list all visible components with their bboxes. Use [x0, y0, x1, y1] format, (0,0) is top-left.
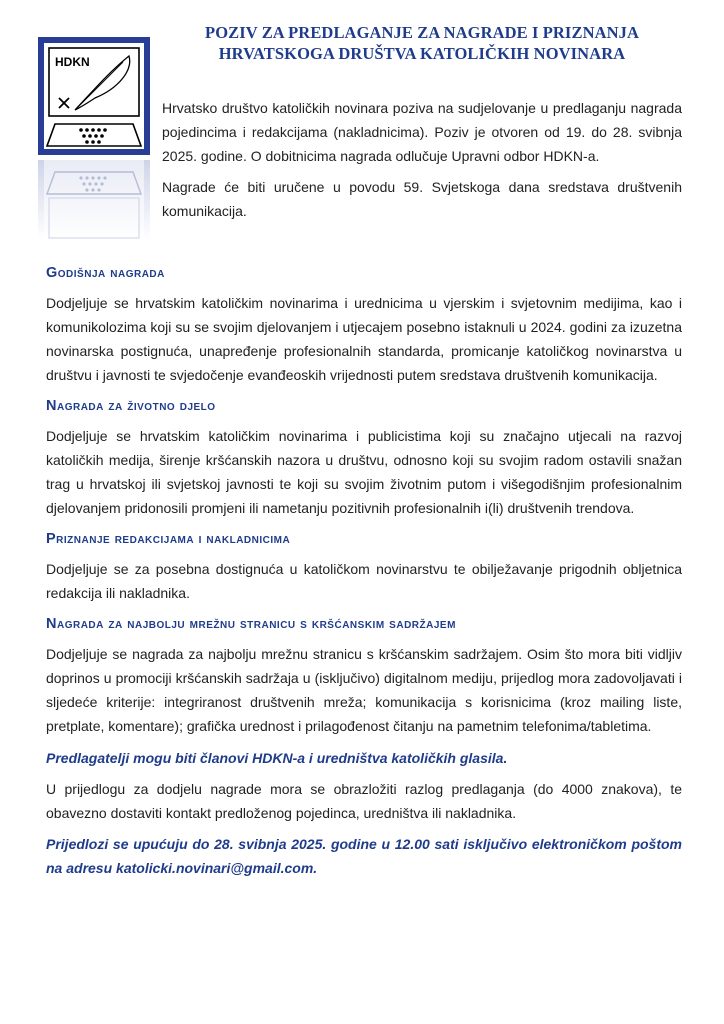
section-heading: Nagrada za najbolju mrežnu stranicu s kršćanskim sadržajem [46, 616, 456, 632]
section-paragraph: Dodjeljuje se hrvatskim katoličkim novinarima i urednicima u vjerskim i svjetovnim medijima, kao i komunikolozima koji su se svojim djelovanjem i utjecajem posebno istaknuli u 2024. godini za izuzetna novinarska postignuća, unapređenje profesionalnih standarda, promicanje katoličkog novinarstva u društvu i javnosti te svjedočenje evanđeoskih vrijednosti putem sredstava društvenih komunikacija. [46, 295, 682, 383]
page-title [152, 22, 692, 64]
section-godisnja-nagrada [46, 262, 682, 387]
intro-paragraph-2: Nagrade će biti uručene u povodu 59. Svjetskoga dana sredstava društvenih komunikacija. [162, 179, 682, 219]
section-heading: Godišnja nagrada [46, 265, 165, 281]
section-heading: Priznanje redakcijama i nakladnicima [46, 531, 291, 547]
hdkn-logo [37, 36, 151, 242]
title-line-2: HRVATSKOGA DRUŠTVA KATOLIČKIH NOVINARA [218, 44, 626, 63]
title-line-1: POZIV ZA PREDLAGANJE ZA NAGRADE I PRIZNANJA [205, 23, 639, 42]
intro-block [162, 96, 682, 230]
section-paragraph: Dodjeljuje se hrvatskim katoličkim novinarima i publicistima koji su značajno utjecali na razvoj katoličkih medija, širenje kršćanskih nazora u društvu, odnosno koji su svojim radom ostavili snažan trag u hrvatskoj ili svjetskoj javnosti te koji su svojim životnim putom i višegodišnjim profesionalnim djelovanjem pridonosili promjeni ili nametanju pozitivnih profesionalnih i(li) društvenih trendova. [46, 428, 682, 516]
section-mrezna-stranica [46, 613, 682, 738]
intro-paragraph-1: Hrvatsko društvo katoličkih novinara poziva na sudjelovanje u predlaganju nagrada pojedincima i redakcijama (nakladnicima). Poziv je otvoren od 19. do 28. svibnja 2025. godine. O dobitnicima nagrada odlučuje Upravni odbor HDKN-a. [162, 100, 682, 164]
logo-text: HDKN [55, 55, 90, 69]
quill-keyboard-logo-icon [37, 36, 151, 242]
eligibility-note: Predlagatelji mogu biti članovi HDKN-a i uredništva katoličkih glasila. [46, 750, 508, 766]
main-content [46, 262, 682, 887]
proposal-requirements: U prijedlogu za dodjelu nagrade mora se obrazložiti razlog predlaganja (do 4000 znakova), te obavezno dostaviti kontakt predloženog pojedinca, uredništva ili nakladnika. [46, 781, 682, 821]
deadline-note: Prijedlozi se upućuju do 28. svibnja 2025. godine u 12.00 sati isključivo elektroničkom poštom na adresu katolicki.novinari@gmail.com. [46, 836, 682, 876]
section-heading: Nagrada za životno djelo [46, 398, 216, 414]
section-paragraph: Dodjeljuje se nagrada za najbolju mrežnu stranicu s kršćanskim sadržajem. Osim što mora biti vidljiv doprinos u promociji kršćanskih sadržaja u (isključivo) digitalnom mediju, prijedlog mora zadovoljavati i sljedeće kriterije: integriranost društvenih mreža; komunikacija s korisnicima (kroz mailing liste, pretplate, komentare); grafička urednost i prilagođenost čitanju na pametnim telefonima/tabletima. [46, 646, 682, 734]
section-priznanje-redakcijama [46, 528, 682, 605]
section-zivotno-djelo [46, 395, 682, 520]
section-paragraph: Dodjeljuje se za posebna dostignuća u katoličkom novinarstvu te obilježavanje prigodnih obljetnica redakcija ili nakladnika. [46, 561, 682, 601]
